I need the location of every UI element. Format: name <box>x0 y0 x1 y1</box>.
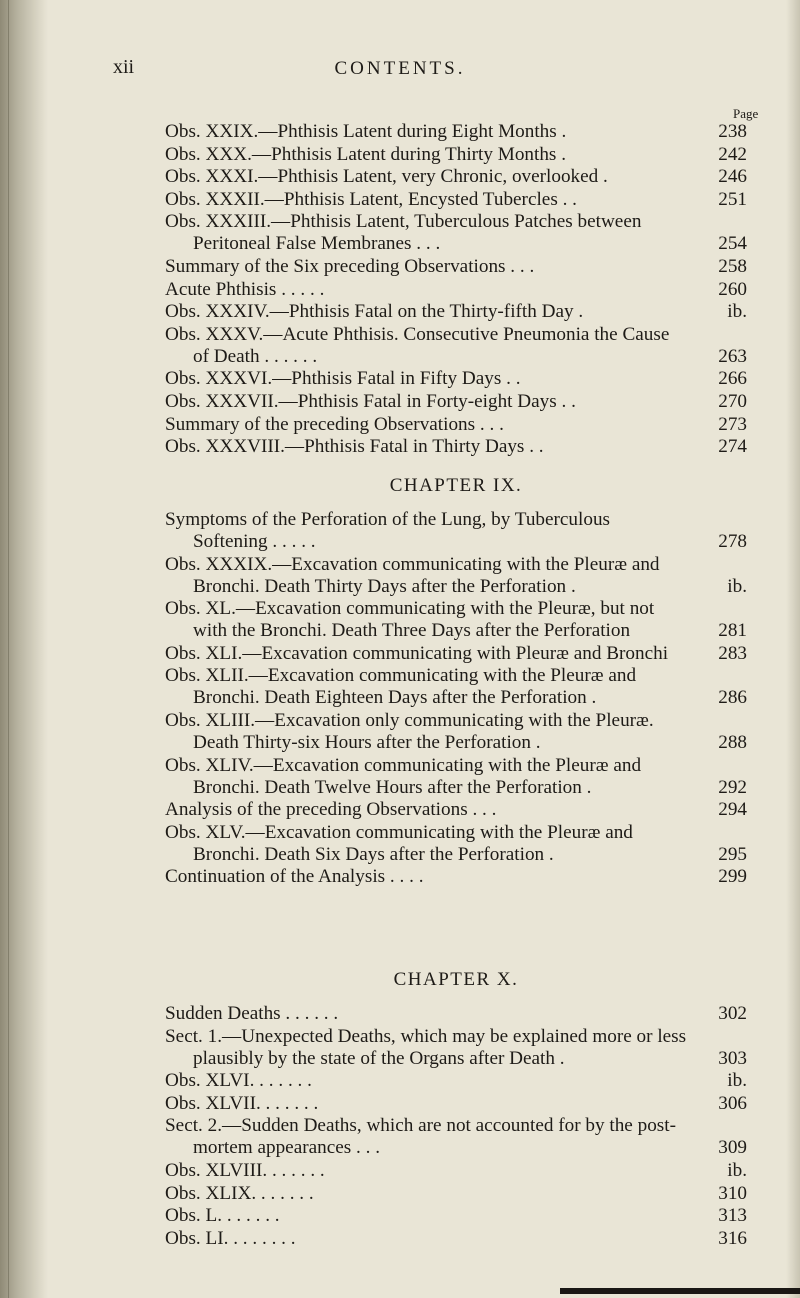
entry-page-number: 309 <box>718 1137 747 1159</box>
entry-page-number: 258 <box>718 255 747 277</box>
entry-page-number: 294 <box>718 799 747 821</box>
entry-title: Obs. XXXIX.—Excavation communicating with the Pleuræ and Bronchi. Death Thirty Days after the Perforation . <box>165 553 660 597</box>
entry-title: Obs. XL.—Excavation communicating with the Pleuræ, but not with the Bronchi. Death Three Days after the Perforation <box>165 598 655 642</box>
entry-title: Acute Phthisis . . . . . <box>165 278 325 300</box>
entry-title: Obs. XXXV.—Acute Phthisis. Consecutive Pneumonia the Cause of Death . . . . . . <box>165 323 670 367</box>
contents-entry <box>165 391 747 413</box>
contents-entry <box>165 866 747 888</box>
entry-page-number: 266 <box>718 368 747 390</box>
entry-page-number: 254 <box>718 233 747 255</box>
contents-entry <box>165 368 747 390</box>
entry-page-number: 251 <box>718 188 747 210</box>
entry-page-number: ib. <box>727 301 747 323</box>
entry-title: Obs. XXXVII.—Phthisis Fatal in Forty-eight Days . . <box>165 390 576 412</box>
entry-title: Analysis of the preceding Observations . . . <box>165 799 497 821</box>
entry-title: Symptoms of the Perforation of the Lung, by Tuberculous Softening . . . . . <box>165 509 611 552</box>
contents-entry <box>165 1093 747 1115</box>
contents-entry <box>165 643 747 665</box>
contents-entry <box>165 166 747 188</box>
entry-page-number: 270 <box>718 390 747 412</box>
entry-title: Obs. XLVI. . . . . . . <box>165 1070 312 1092</box>
contents-entry <box>165 710 747 754</box>
entry-title: Sect. 1.—Unexpected Deaths, which may be explained more or less plausibly by the state of the Organs after Death . <box>165 1025 687 1069</box>
entry-title: Sudden Deaths . . . . . . <box>165 1003 339 1024</box>
entry-title: Obs. LI. . . . . . . . <box>165 1227 296 1249</box>
chapter-9-entries <box>165 509 747 889</box>
entry-title: Obs. XLVII. . . . . . . <box>165 1092 319 1114</box>
contents-entry <box>165 301 747 323</box>
entry-page-number: 263 <box>718 345 747 367</box>
entry-title: Obs. XLIV.—Excavation communicating with the Pleuræ and Bronchi. Death Twelve Hours after the Perforation . <box>165 754 642 798</box>
entry-title: Obs. XXXII.—Phthisis Latent, Encysted Tubercles . . <box>165 188 577 210</box>
chapter-10-heading: CHAPTER X. <box>393 969 519 990</box>
contents-entry <box>165 211 747 255</box>
contents-entry <box>165 1183 747 1205</box>
contents-entry <box>165 1160 747 1182</box>
entry-page-number: 302 <box>718 1003 747 1024</box>
entry-page-number: 278 <box>718 531 747 552</box>
entry-page-number: 238 <box>718 121 747 142</box>
page-column-label: Page <box>733 106 759 121</box>
entry-title: Continuation of the Analysis . . . . <box>165 866 424 888</box>
entry-title: Obs. XXIX.—Phthisis Latent during Eight Months . <box>165 121 567 142</box>
contents-group-observations <box>165 121 747 459</box>
running-head: CONTENTS. <box>334 58 466 79</box>
entry-page-number: 260 <box>718 278 747 300</box>
entry-title: Obs. XXX.—Phthisis Latent during Thirty Months . <box>165 143 566 165</box>
contents-entry <box>165 436 747 458</box>
contents-entry <box>165 554 747 598</box>
entry-title: Obs. XLIX. . . . . . . <box>165 1182 314 1204</box>
entry-page-number: 273 <box>718 413 747 435</box>
chapter-10-entries <box>165 1003 747 1250</box>
page-edge-shadow <box>786 0 800 1298</box>
entry-page-number: 246 <box>718 166 747 188</box>
entry-page-number: 292 <box>718 776 747 798</box>
contents-entry <box>165 1070 747 1092</box>
entry-title: Obs. XLVIII. . . . . . . <box>165 1159 325 1181</box>
contents-entry <box>165 1205 747 1227</box>
entry-page-number: ib. <box>727 1070 747 1092</box>
contents-entry <box>165 256 747 278</box>
contents-entry <box>165 189 747 211</box>
entry-page-number: 286 <box>718 687 747 709</box>
entry-page-number: 303 <box>718 1047 747 1069</box>
entry-page-number: 283 <box>718 642 747 664</box>
entry-title: Obs. XXXVI.—Phthisis Fatal in Fifty Days . . <box>165 368 521 390</box>
entry-page-number: 295 <box>718 843 747 865</box>
entry-title: Obs. XXXIV.—Phthisis Fatal on the Thirty-fifth Day . <box>165 301 584 323</box>
contents-entry <box>165 121 747 143</box>
entry-title: Obs. XLV.—Excavation communicating with the Pleuræ and Bronchi. Death Six Days after the Perforation . <box>165 821 633 865</box>
contents-entry <box>165 1026 747 1070</box>
entry-title: Sect. 2.—Sudden Deaths, which are not accounted for by the post-mortem appearances . . . <box>165 1115 676 1159</box>
page-header <box>0 56 800 86</box>
entry-title: Obs. XXXIII.—Phthisis Latent, Tuberculous Patches between Peritoneal False Membranes . . . <box>165 211 642 255</box>
entry-page-number: 288 <box>718 731 747 753</box>
contents-entry <box>165 324 747 368</box>
contents-entry <box>165 144 747 166</box>
entry-title: Summary of the Six preceding Observations . . . <box>165 255 535 277</box>
entry-title: Obs. XXXI.—Phthisis Latent, very Chronic, overlooked . <box>165 166 608 188</box>
entry-title: Summary of the preceding Observations . . . <box>165 413 504 435</box>
entry-page-number: ib. <box>727 575 747 597</box>
contents-entry <box>165 665 747 709</box>
contents-entry <box>165 1003 747 1025</box>
entry-title: Obs. XLI.—Excavation communicating with Pleuræ and Bronchi <box>165 642 669 664</box>
entry-title: Obs. L. . . . . . . <box>165 1205 280 1227</box>
entry-page-number: 316 <box>718 1227 747 1249</box>
page-number: xii <box>113 56 135 78</box>
binding-edge-line <box>8 0 9 1298</box>
contents-entry <box>165 1228 747 1250</box>
contents-entry <box>165 799 747 821</box>
chapter-9-heading: CHAPTER IX. <box>389 475 523 496</box>
entry-page-number: 310 <box>718 1182 747 1204</box>
contents-entry <box>165 755 747 799</box>
entry-title: Obs. XLII.—Excavation communicating with the Pleuræ and Bronchi. Death Eighteen Days after the Perforation . <box>165 665 637 709</box>
contents-entry <box>165 279 747 301</box>
entry-page-number: ib. <box>727 1159 747 1181</box>
entry-page-number: 281 <box>718 620 747 642</box>
contents-entry <box>165 822 747 866</box>
entry-page-number: 306 <box>718 1092 747 1114</box>
contents-entry <box>165 414 747 436</box>
contents-entry <box>165 509 747 553</box>
contents-entry <box>165 1115 747 1159</box>
entry-page-number: 242 <box>718 143 747 165</box>
bottom-edge-bar <box>560 1288 800 1294</box>
entry-title: Obs. XXXVIII.—Phthisis Fatal in Thirty Days . . <box>165 436 544 458</box>
entry-page-number: 313 <box>718 1205 747 1227</box>
contents-entry <box>165 598 747 642</box>
entry-page-number: 299 <box>718 866 747 888</box>
entry-title: Obs. XLIII.—Excavation only communicating with the Pleuræ. Death Thirty-six Hours after the Perforation . <box>165 709 654 753</box>
entry-page-number: 274 <box>718 436 747 458</box>
